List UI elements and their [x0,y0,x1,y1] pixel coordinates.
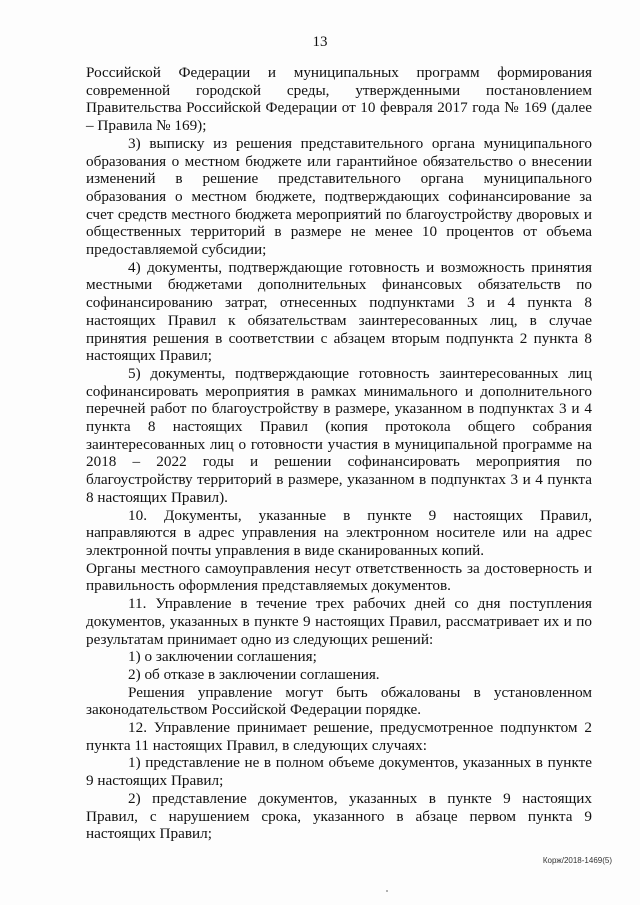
paragraph: 5) документы, подтверждающие готовность заинтересованных лиц софинансировать мероприятия в рамках минимального и дополнительного перечней работ по благоустройству в размере, указанном в подпунктах 3 и 4 пункта 8 настоящих Правил (копия протокола общего собрания заинтересованных лиц о готовности участия в муниципальной программе на 2018 – 2022 годы и решении софинансировать мероприятия по благоустройству территорий в размере, указанном в подпунктах 3 и 4 пункта 8 настоящих Правил). [86,364,592,506]
paragraph: 10. Документы, указанные в пункте 9 настоящих Правил, направляются в адрес управления на электронном носителе или на адрес электронной почты управления в виде сканированных копий. [86,506,592,559]
paragraph: 12. Управление принимает решение, предусмотренное подпунктом 2 пункта 11 настоящих Правил, в следующих случаях: [86,719,592,754]
paragraph: 2) представление документов, указанных в пункте 9 настоящих Правил, с нарушением срока, указанного в абзаце первом пункта 9 настоящих Правил; [86,789,592,843]
page-number: 13 [312,34,328,50]
paragraph: Российской Федерации и муниципальных программ формирования современной городской среды, утвержденными постановлением Правительства Российской Федерации от 10 февраля 2017 года № 169 (далее – Правила № 169); [86,64,592,135]
paragraph: Решения управление могут быть обжалованы в установленном законодательством Российской Федерации порядке. [86,683,592,719]
document-code: Корж/2018-1469(5) [542,856,612,865]
paragraph: 4) документы, подтверждающие готовность и возможность принятия местными бюджетами дополнительных финансовых обязательств по софинансированию затрат, отнесенных подпунктами 3 и 4 пункта 8 настоящих Правил к обязательствам заинтересованных лиц, в случае принятия решения в соответствии с абзацем вторым подпункта 2 пункта 8 настоящих Правил; [86,258,592,365]
paragraph: 1) о заключении соглашения; [128,648,317,666]
paragraph: 11. Управление в течение трех рабочих дней со дня поступления документов, указанных в пункте 9 настоящих Правил, рассматривает их и по результатам принимает одно из следующих решений: [86,595,592,648]
paragraph: 3) выписку из решения представительного органа муниципального образования о местном бюджете или гарантийное обязательство о внесении изменений в решение представительного органа муниципального образования о местном бюджете, подтверждающих софинансирование за счет средств местного бюджета мероприятий по благоустройству дворовых и общественных территорий в размере не менее 10 процентов от объема предоставляемой субсидии; [86,134,592,259]
paragraph: Органы местного самоуправления несут ответственность за достоверность и правильность оформления представляемых документов. [86,559,592,595]
paragraph: 1) представление не в полном объеме документов, указанных в пункте 9 настоящих Правил; [86,754,592,790]
paragraph: 2) об отказе в заключении соглашения. [128,665,380,683]
scan-artifact [386,890,388,892]
document-body [86,64,592,843]
